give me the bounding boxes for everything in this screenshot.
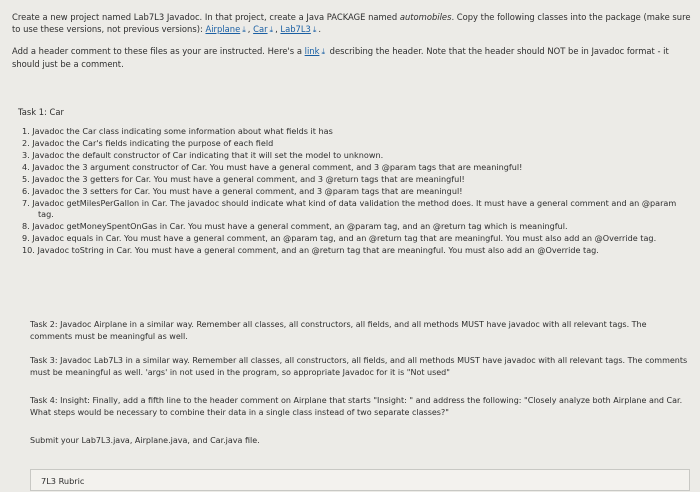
header-text-1: Add a header comment to these files as your are instructed. Here's a xyxy=(12,46,305,56)
task1-list xyxy=(22,126,688,257)
task4-paragraph: Task 4: Insight: Finally, add a fifth line to the header comment on Airplane that starts "Insight: " and address the following: "Closely analyze both Airplane and Car. What steps would be necessary to combine their data in a single class instead of two separate classes?" xyxy=(30,396,683,417)
task1-title: Task 1: Car xyxy=(18,107,64,117)
rubric-title: 7L3 Rubric xyxy=(41,476,85,486)
download-icon[interactable]: ⤓ xyxy=(242,25,246,34)
package-name: automobiles xyxy=(399,12,452,22)
file-link-car[interactable]: Car xyxy=(253,24,268,34)
header-paragraph xyxy=(12,45,692,70)
file-link-airplane[interactable]: Airplane xyxy=(205,24,241,34)
list-item: 8. Javadoc getMoneySpentOnGas in Car. You must have a general comment, an @param tag, and an @return tag which is meaningful. xyxy=(22,221,568,232)
task2-paragraph: Task 2: Javadoc Airplane in a similar way. Remember all classes, all constructors, all fields, and all methods MUST have javadoc with all relevant tags. The comments must be meaningful as well. xyxy=(30,320,647,341)
list-item: 10. Javadoc toString in Car. You must have a general comment, and an @return tag that are meaningful. You must also add an @Override tag. xyxy=(22,245,599,256)
intro-text-2: . Copy the following classes into the package (make sure to use these versions, not previous versions): xyxy=(12,12,691,34)
list-item: 4. Javadoc the 3 argument constructor of Car. You must have a general comment, and 3 @param tags that are meaningful! xyxy=(22,162,523,172)
intro-section xyxy=(12,11,692,79)
header-link[interactable]: link xyxy=(304,46,320,56)
list-item: 2. Javadoc the Car's fields indicating the purpose of each field xyxy=(22,138,274,148)
download-icon[interactable]: ⤓ xyxy=(321,47,325,56)
submit-instructions: Submit your Lab7L3.java, Airplane.java, and Car.java file. xyxy=(30,436,260,445)
download-icon[interactable]: ⤓ xyxy=(312,25,317,34)
list-item: 9. Javadoc equals in Car. You must have a general comment, an @param tag, and an @return tag that are meaningful. You must also add an @Override tag. xyxy=(22,233,657,244)
rubric-box[interactable] xyxy=(30,469,690,491)
task3-paragraph: Task 3: Javadoc Lab7L3 in a similar way. Remember all classes, all constructors, all fields, and all methods MUST have javadoc with all relevant tags. The comments must be meaningful as well. 'args' in not used in the program, so appropriate Javadoc for it is "Not used" xyxy=(30,356,688,377)
file-link-lab7l3[interactable]: Lab7L3 xyxy=(280,24,311,34)
list-item: 3. Javadoc the default constructor of Car indicating that it will set the model to unknown. xyxy=(22,150,384,160)
list-item: 7. Javadoc getMilesPerGallon in Car. The javadoc should indicate what kind of data validation the method does. It must have a general comment and an @param tag. xyxy=(22,198,677,220)
list-item: 5. Javadoc the 3 getters for Car. You must have a general comment, and 3 @return tags that are meaningful! xyxy=(22,174,465,184)
header-text-2: describing the header. Note that the header should NOT be in Javadoc format - it should just be a comment. xyxy=(12,46,669,69)
download-icon[interactable]: ⤓ xyxy=(269,25,274,34)
intro-text-1: Create a new project named Lab7L3 Javadoc. In that project, create a Java PACKAGE named xyxy=(12,12,400,22)
intro-paragraph: Create a new project named Lab7L3 Javadoc. In that project, create a Java PACKAGE named automobiles. Copy the following classes into the package (make sure to use these versions, not previous versions): Airplane ⤓ , Car ⤓ , Lab7L3 ⤓ . xyxy=(12,12,691,34)
list-item: 1. Javadoc the Car class indicating some information about what fields it has xyxy=(22,126,333,136)
list-item: 6. Javadoc the 3 setters for Car. You must have a general comment, and 3 @param tags that are meaningul! xyxy=(22,186,463,196)
